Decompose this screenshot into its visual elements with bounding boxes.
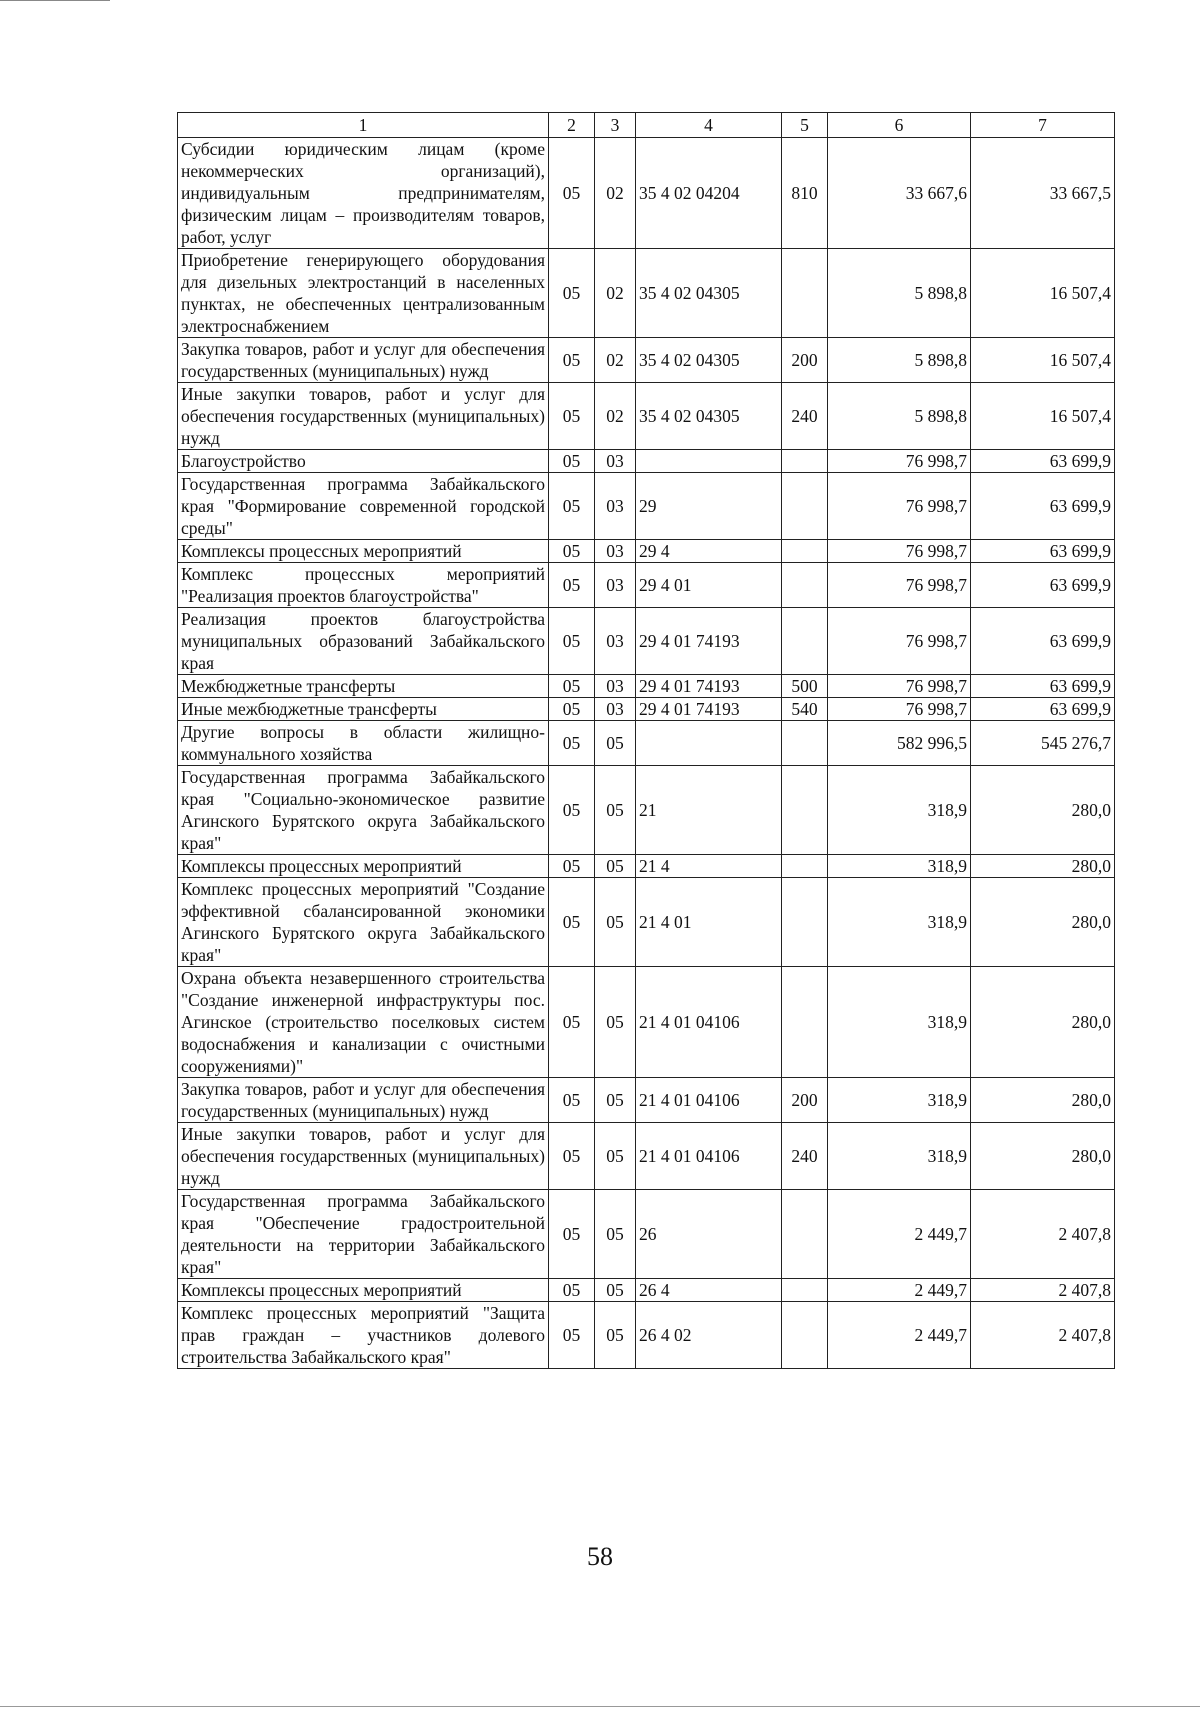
scan-edge-top bbox=[0, 0, 110, 1]
amount-year-1: 5 898,8 bbox=[828, 338, 971, 383]
expense-type-code bbox=[782, 608, 828, 675]
amount-year-2: 280,0 bbox=[971, 1078, 1115, 1123]
amount-year-2: 545 276,7 bbox=[971, 721, 1115, 766]
table-row bbox=[178, 967, 1115, 1078]
target-article-code: 29 4 01 74193 bbox=[636, 698, 782, 721]
target-article-code: 35 4 02 04204 bbox=[636, 138, 782, 249]
expense-type-code bbox=[782, 721, 828, 766]
subsection-code: 05 bbox=[595, 1279, 636, 1302]
row-name: Приобретение генерирующего оборудования для дизельных электростанций в населенных пунктах, не обеспеченных централизованным электроснабжением bbox=[178, 249, 549, 338]
target-article-code: 26 bbox=[636, 1190, 782, 1279]
row-name: Благоустройство bbox=[178, 450, 549, 473]
subsection-code: 05 bbox=[595, 1078, 636, 1123]
amount-year-1: 2 449,7 bbox=[828, 1190, 971, 1279]
subsection-code: 05 bbox=[595, 878, 636, 967]
amount-year-1: 318,9 bbox=[828, 855, 971, 878]
subsection-code: 05 bbox=[595, 855, 636, 878]
section-code: 05 bbox=[549, 138, 595, 249]
subsection-code: 03 bbox=[595, 563, 636, 608]
section-code: 05 bbox=[549, 249, 595, 338]
target-article-code: 26 4 02 bbox=[636, 1302, 782, 1369]
row-name: Иные закупки товаров, работ и услуг для обеспечения государственных (муниципальных) нужд bbox=[178, 1123, 549, 1190]
expense-type-code: 540 bbox=[782, 698, 828, 721]
amount-year-2: 2 407,8 bbox=[971, 1190, 1115, 1279]
section-code: 05 bbox=[549, 338, 595, 383]
column-header: 7 bbox=[971, 113, 1115, 138]
row-name: Государственная программа Забайкальского края "Формирование современной городской среды" bbox=[178, 473, 549, 540]
subsection-code: 05 bbox=[595, 1302, 636, 1369]
amount-year-1: 33 667,6 bbox=[828, 138, 971, 249]
row-name: Комплексы процессных мероприятий bbox=[178, 855, 549, 878]
row-name: Комплекс процессных мероприятий "Создание эффективной сбалансированной экономики Агинского Бурятского округа Забайкальского края" bbox=[178, 878, 549, 967]
row-name: Межбюджетные трансферты bbox=[178, 675, 549, 698]
expense-type-code: 500 bbox=[782, 675, 828, 698]
amount-year-1: 76 998,7 bbox=[828, 450, 971, 473]
target-article-code bbox=[636, 721, 782, 766]
amount-year-1: 76 998,7 bbox=[828, 608, 971, 675]
scan-edge-bottom bbox=[0, 1706, 1200, 1707]
expense-type-code bbox=[782, 249, 828, 338]
amount-year-1: 318,9 bbox=[828, 967, 971, 1078]
target-article-code: 21 4 01 04106 bbox=[636, 1078, 782, 1123]
target-article-code: 29 4 01 74193 bbox=[636, 608, 782, 675]
table-row bbox=[178, 249, 1115, 338]
amount-year-2: 2 407,8 bbox=[971, 1279, 1115, 1302]
table-row bbox=[178, 1190, 1115, 1279]
table-row bbox=[178, 766, 1115, 855]
subsection-code: 05 bbox=[595, 1123, 636, 1190]
amount-year-2: 16 507,4 bbox=[971, 249, 1115, 338]
table-body bbox=[178, 138, 1115, 1369]
table-row bbox=[178, 1279, 1115, 1302]
table-row bbox=[178, 721, 1115, 766]
amount-year-2: 280,0 bbox=[971, 878, 1115, 967]
target-article-code: 21 bbox=[636, 766, 782, 855]
target-article-code: 29 4 bbox=[636, 540, 782, 563]
table-row bbox=[178, 473, 1115, 540]
expense-type-code bbox=[782, 540, 828, 563]
section-code: 05 bbox=[549, 450, 595, 473]
section-code: 05 bbox=[549, 473, 595, 540]
section-code: 05 bbox=[549, 878, 595, 967]
subsection-code: 05 bbox=[595, 967, 636, 1078]
section-code: 05 bbox=[549, 766, 595, 855]
amount-year-1: 318,9 bbox=[828, 1078, 971, 1123]
column-header: 1 bbox=[178, 113, 549, 138]
section-code: 05 bbox=[549, 540, 595, 563]
amount-year-1: 318,9 bbox=[828, 1123, 971, 1190]
target-article-code: 35 4 02 04305 bbox=[636, 383, 782, 450]
subsection-code: 02 bbox=[595, 249, 636, 338]
amount-year-2: 63 699,9 bbox=[971, 473, 1115, 540]
subsection-code: 03 bbox=[595, 675, 636, 698]
section-code: 05 bbox=[549, 1078, 595, 1123]
target-article-code: 21 4 01 bbox=[636, 878, 782, 967]
row-name: Комплекс процессных мероприятий "Реализация проектов благоустройства" bbox=[178, 563, 549, 608]
target-article-code: 21 4 bbox=[636, 855, 782, 878]
amount-year-2: 2 407,8 bbox=[971, 1302, 1115, 1369]
amount-year-2: 280,0 bbox=[971, 855, 1115, 878]
row-name: Комплексы процессных мероприятий bbox=[178, 1279, 549, 1302]
section-code: 05 bbox=[549, 383, 595, 450]
target-article-code: 29 4 01 74193 bbox=[636, 675, 782, 698]
section-code: 05 bbox=[549, 1123, 595, 1190]
row-name: Иные межбюджетные трансферты bbox=[178, 698, 549, 721]
table-row bbox=[178, 563, 1115, 608]
section-code: 05 bbox=[549, 1190, 595, 1279]
subsection-code: 05 bbox=[595, 766, 636, 855]
amount-year-1: 76 998,7 bbox=[828, 675, 971, 698]
table-row bbox=[178, 608, 1115, 675]
column-header: 6 bbox=[828, 113, 971, 138]
amount-year-2: 63 699,9 bbox=[971, 675, 1115, 698]
section-code: 05 bbox=[549, 721, 595, 766]
expense-type-code bbox=[782, 878, 828, 967]
amount-year-2: 63 699,9 bbox=[971, 698, 1115, 721]
table-row bbox=[178, 855, 1115, 878]
amount-year-1: 5 898,8 bbox=[828, 383, 971, 450]
expense-type-code bbox=[782, 1302, 828, 1369]
target-article-code bbox=[636, 450, 782, 473]
subsection-code: 02 bbox=[595, 383, 636, 450]
table-row bbox=[178, 450, 1115, 473]
row-name: Государственная программа Забайкальского края "Социально-экономическое развитие Агинского Бурятского округа Забайкальского края" bbox=[178, 766, 549, 855]
table-row bbox=[178, 698, 1115, 721]
target-article-code: 21 4 01 04106 bbox=[636, 1123, 782, 1190]
expense-type-code bbox=[782, 855, 828, 878]
section-code: 05 bbox=[549, 608, 595, 675]
amount-year-2: 33 667,5 bbox=[971, 138, 1115, 249]
target-article-code: 35 4 02 04305 bbox=[636, 338, 782, 383]
target-article-code: 29 bbox=[636, 473, 782, 540]
amount-year-2: 63 699,9 bbox=[971, 563, 1115, 608]
table-row bbox=[178, 1302, 1115, 1369]
amount-year-1: 2 449,7 bbox=[828, 1279, 971, 1302]
section-code: 05 bbox=[549, 675, 595, 698]
target-article-code: 29 4 01 bbox=[636, 563, 782, 608]
amount-year-1: 76 998,7 bbox=[828, 540, 971, 563]
target-article-code: 35 4 02 04305 bbox=[636, 249, 782, 338]
subsection-code: 03 bbox=[595, 540, 636, 563]
expense-type-code: 240 bbox=[782, 383, 828, 450]
expense-type-code: 200 bbox=[782, 1078, 828, 1123]
section-code: 05 bbox=[549, 698, 595, 721]
expense-type-code: 240 bbox=[782, 1123, 828, 1190]
table-row bbox=[178, 540, 1115, 563]
row-name: Закупка товаров, работ и услуг для обеспечения государственных (муниципальных) нужд bbox=[178, 1078, 549, 1123]
row-name: Другие вопросы в области жилищно-коммунального хозяйства bbox=[178, 721, 549, 766]
expense-type-code bbox=[782, 1279, 828, 1302]
column-header: 2 bbox=[549, 113, 595, 138]
table-row bbox=[178, 338, 1115, 383]
subsection-code: 03 bbox=[595, 473, 636, 540]
table-row bbox=[178, 878, 1115, 967]
expense-type-code bbox=[782, 450, 828, 473]
expense-type-code bbox=[782, 967, 828, 1078]
section-code: 05 bbox=[549, 855, 595, 878]
row-name: Реализация проектов благоустройства муниципальных образований Забайкальского края bbox=[178, 608, 549, 675]
table-row bbox=[178, 675, 1115, 698]
row-name: Охрана объекта незавершенного строительства "Создание инженерной инфраструктуры пос. Агинское (строительство поселковых систем водоснабжения и канализации с очистными сооружениями)" bbox=[178, 967, 549, 1078]
expense-type-code: 200 bbox=[782, 338, 828, 383]
table-row bbox=[178, 1123, 1115, 1190]
amount-year-2: 280,0 bbox=[971, 766, 1115, 855]
amount-year-1: 76 998,7 bbox=[828, 698, 971, 721]
amount-year-1: 318,9 bbox=[828, 878, 971, 967]
amount-year-2: 16 507,4 bbox=[971, 338, 1115, 383]
section-code: 05 bbox=[549, 1302, 595, 1369]
amount-year-1: 582 996,5 bbox=[828, 721, 971, 766]
budget-table bbox=[177, 112, 1115, 1369]
expense-type-code: 810 bbox=[782, 138, 828, 249]
table-row bbox=[178, 383, 1115, 450]
section-code: 05 bbox=[549, 967, 595, 1078]
table-row bbox=[178, 138, 1115, 249]
column-header: 5 bbox=[782, 113, 828, 138]
column-header: 4 bbox=[636, 113, 782, 138]
amount-year-1: 2 449,7 bbox=[828, 1302, 971, 1369]
amount-year-2: 280,0 bbox=[971, 1123, 1115, 1190]
expense-type-code bbox=[782, 1190, 828, 1279]
target-article-code: 21 4 01 04106 bbox=[636, 967, 782, 1078]
subsection-code: 03 bbox=[595, 698, 636, 721]
subsection-code: 05 bbox=[595, 1190, 636, 1279]
subsection-code: 05 bbox=[595, 721, 636, 766]
row-name: Государственная программа Забайкальского края "Обеспечение градостроительной деятельности на территории Забайкальского края" bbox=[178, 1190, 549, 1279]
header-row bbox=[178, 113, 1115, 138]
amount-year-1: 76 998,7 bbox=[828, 563, 971, 608]
subsection-code: 02 bbox=[595, 138, 636, 249]
amount-year-2: 63 699,9 bbox=[971, 450, 1115, 473]
subsection-code: 02 bbox=[595, 338, 636, 383]
subsection-code: 03 bbox=[595, 450, 636, 473]
target-article-code: 26 4 bbox=[636, 1279, 782, 1302]
row-name: Закупка товаров, работ и услуг для обеспечения государственных (муниципальных) нужд bbox=[178, 338, 549, 383]
row-name: Комплекс процессных мероприятий "Защита прав граждан – участников долевого строительства Забайкальского края" bbox=[178, 1302, 549, 1369]
row-name: Иные закупки товаров, работ и услуг для обеспечения государственных (муниципальных) нужд bbox=[178, 383, 549, 450]
column-header: 3 bbox=[595, 113, 636, 138]
amount-year-2: 280,0 bbox=[971, 967, 1115, 1078]
amount-year-1: 318,9 bbox=[828, 766, 971, 855]
amount-year-1: 5 898,8 bbox=[828, 249, 971, 338]
amount-year-1: 76 998,7 bbox=[828, 473, 971, 540]
expense-type-code bbox=[782, 473, 828, 540]
page-number: 58 bbox=[587, 1542, 613, 1571]
expense-type-code bbox=[782, 766, 828, 855]
amount-year-2: 63 699,9 bbox=[971, 608, 1115, 675]
table-row bbox=[178, 1078, 1115, 1123]
amount-year-2: 63 699,9 bbox=[971, 540, 1115, 563]
section-code: 05 bbox=[549, 563, 595, 608]
section-code: 05 bbox=[549, 1279, 595, 1302]
subsection-code: 03 bbox=[595, 608, 636, 675]
row-name: Субсидии юридическим лицам (кроме некоммерческих организаций), индивидуальным предпринимателям, физическим лицам – производителям товаров, работ, услуг bbox=[178, 138, 549, 249]
row-name: Комплексы процессных мероприятий bbox=[178, 540, 549, 563]
amount-year-2: 16 507,4 bbox=[971, 383, 1115, 450]
expense-type-code bbox=[782, 563, 828, 608]
